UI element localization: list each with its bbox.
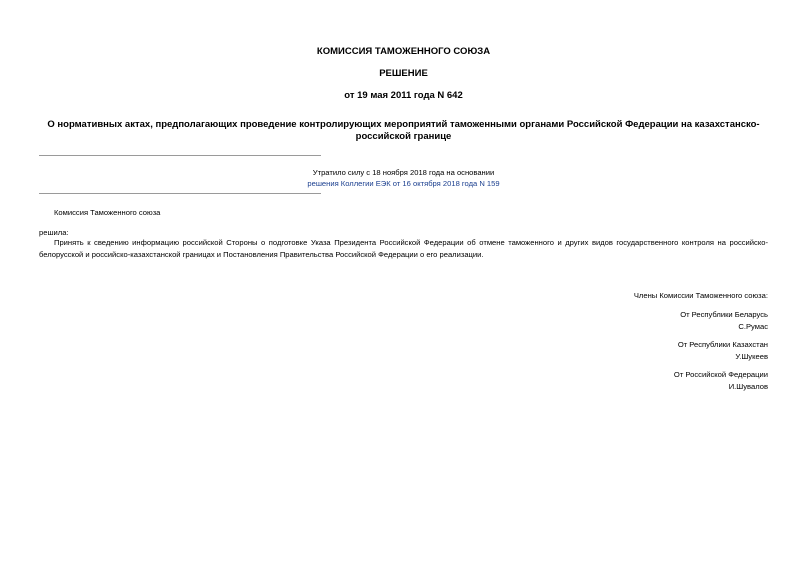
org-heading: КОМИССИЯ ТАМОЖЕННОГО СОЮЗА xyxy=(316,46,491,57)
repeal-decision-link[interactable]: решения Коллегии ЕЭК от 16 октября 2018 года N 159 xyxy=(307,179,500,188)
repeal-link-wrap xyxy=(0,178,807,190)
signature-country: От Российской Федерации xyxy=(673,370,768,379)
document-title: О нормативных актах, предполагающих проведение контролирующих мероприятий таможенными органами Российской Федерации на казахстанско-российской границе xyxy=(47,119,760,142)
decision-paragraph: Принять к сведению информацию российской Стороны о подготовке Указа Президента Российской Федерации об отмене таможенного и других видов государственного контроля на российско-белорусской и российско-казахстанской границах и Постановления Правительства Российской Федерации о его реализации. xyxy=(39,238,768,259)
signature-name: И.Шувалов xyxy=(728,382,768,391)
signature-country: От Республики Казахстан xyxy=(677,340,768,349)
signatures-heading: Члены Комиссии Таможенного союза: xyxy=(633,291,768,300)
date-line: от 19 мая 2011 года N 642 xyxy=(344,90,463,101)
signature-block-belarus xyxy=(680,309,768,333)
signature-country: От Республики Беларусь xyxy=(680,310,768,319)
issuer: Комиссия Таможенного союза xyxy=(54,208,161,217)
decided-label: решила: xyxy=(39,228,69,237)
signature-block-russia xyxy=(674,369,768,393)
divider-bottom xyxy=(39,193,321,194)
signature-block-kazakhstan xyxy=(678,339,768,363)
signature-name: У.Шукеев xyxy=(735,352,768,361)
repeal-status: Утратило силу с 18 ноября 2018 года на основании xyxy=(312,168,495,177)
divider-top xyxy=(39,155,321,156)
signature-name: С.Румас xyxy=(738,322,768,331)
doc-type-heading: РЕШЕНИЕ xyxy=(379,68,428,79)
